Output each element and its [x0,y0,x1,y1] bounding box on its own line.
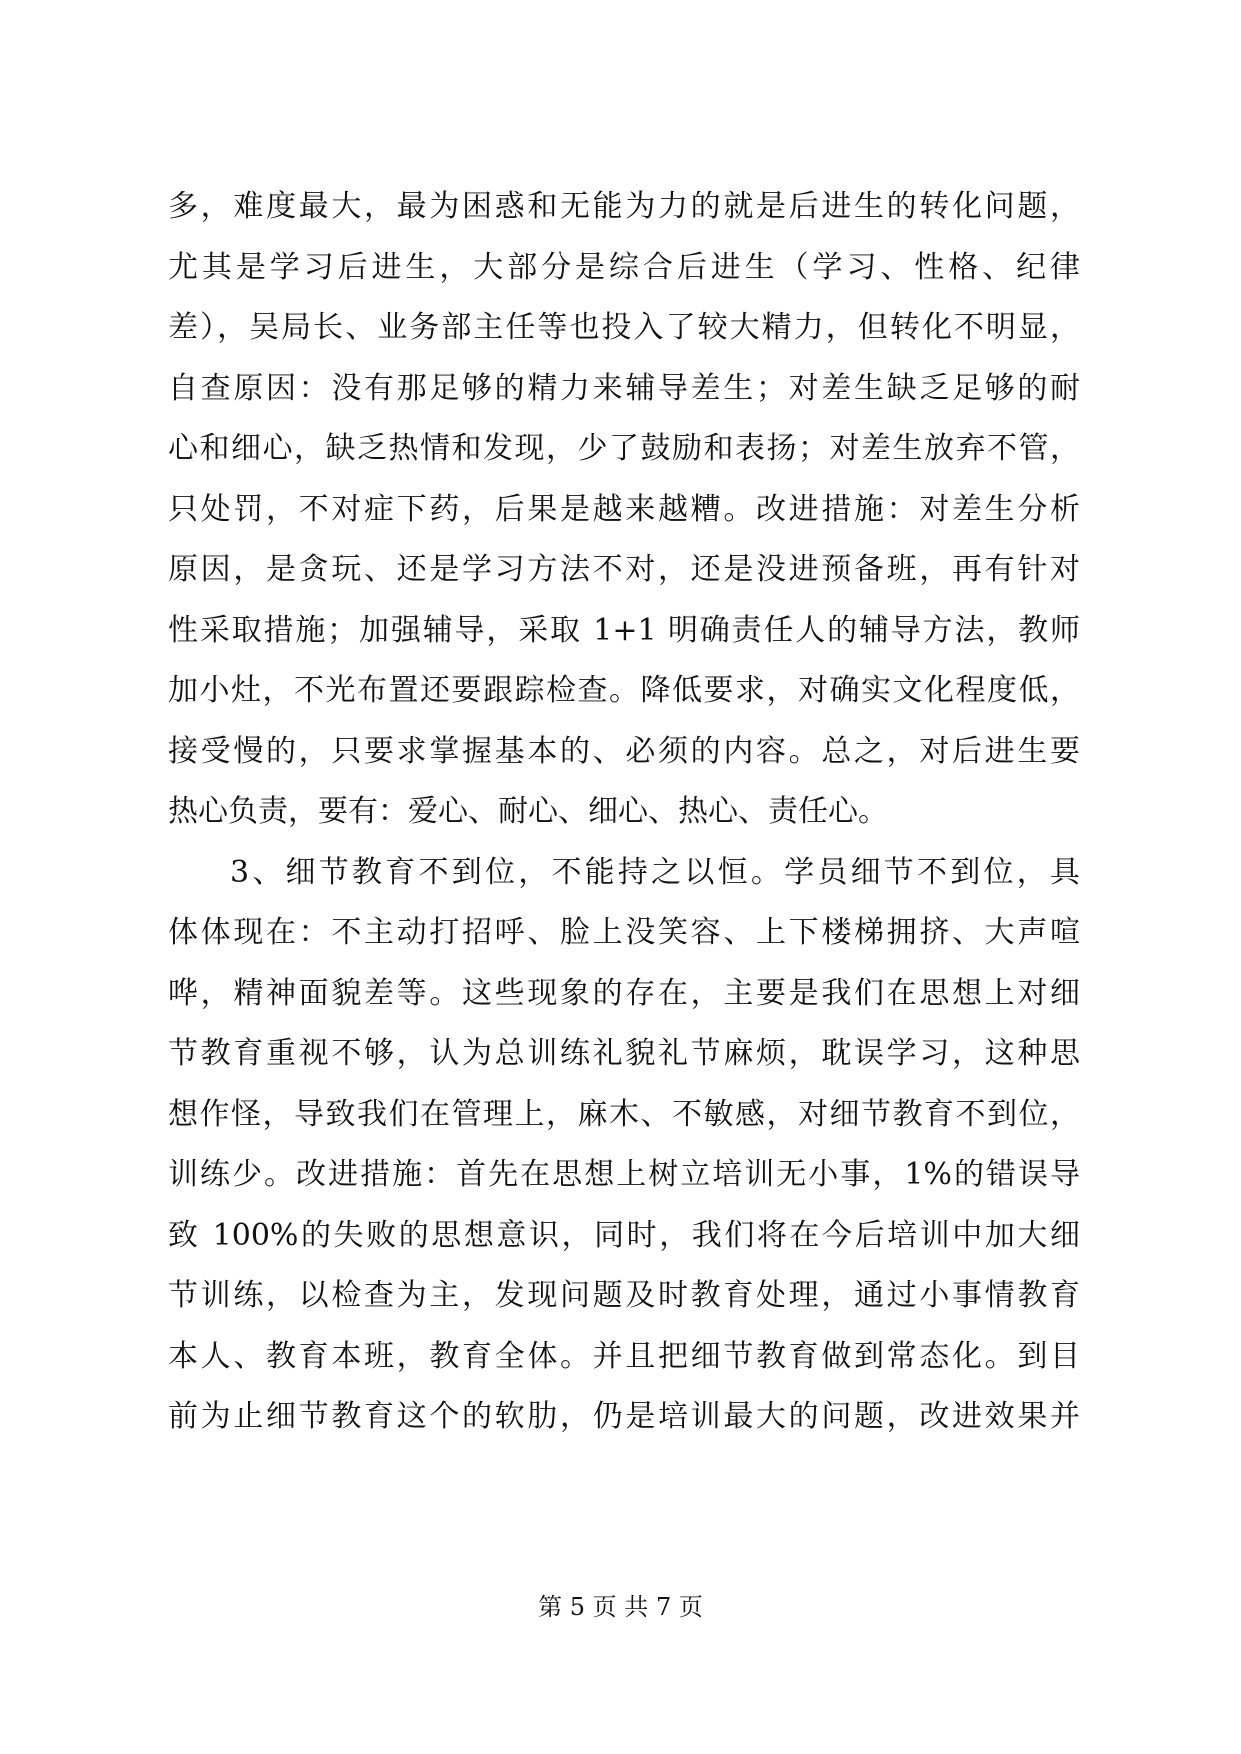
text-line: 加小灶，不光布置还要跟踪检查。降低要求，对确实文化程度低， [168,673,1080,708]
text-line: 致 100%的失败的思想意识，同时，我们将在今后培训中加大细 [168,1217,1080,1253]
text-line: 节训练，以检查为主，发现问题及时教育处理，通过小事情教育 [168,1278,1080,1313]
text-line: 只处罚，不对症下药，后果是越来越糟。改进措施：对差生分析 [168,491,1080,527]
text-line: 想作怪，导致我们在管理上，麻木、不敏感，对细节教育不到位， [168,1096,1080,1132]
text-line: 自查原因：没有那足够的精力来辅导差生；对差生缺乏足够的耐 [168,370,1080,406]
text-line: 前为止细节教育这个的软肋，仍是培训最大的问题，改进效果并 [168,1399,1080,1434]
paragraph-end-line: 热心负责，要有：爱心、耐心、细心、热心、责任心。 [168,794,888,829]
text-line: 原因，是贪玩、还是学习方法不对，还是没进预备班，再有针对 [168,552,1080,587]
page-number-footer: 第 5 页 共 7 页 [538,1593,703,1621]
text-line: 差），吴局长、业务部主任等也投入了较大精力，但转化不明显， [168,310,1080,345]
text-line: 体体现在：不主动打招呼、脸上没笑容、上下楼梯拥挤、大声喧 [168,915,1080,950]
text-line: 尤其是学习后进生，大部分是综合后进生（学习、性格、纪律 [168,249,1080,285]
body-text [168,177,1080,1448]
text-line: 本人、教育本班，教育全体。并且把细节教育做到常态化。到目 [168,1338,1080,1374]
text-line: 性采取措施；加强辅导，采取 1+1 明确责任人的辅导方法，教师 [168,612,1080,648]
text-line: 训练少。改进措施：首先在思想上树立培训无小事，1%的错误导 [168,1157,1080,1192]
text-line: 多，难度最大，最为困惑和无能为力的就是后进生的转化问题， [168,189,1080,224]
paragraph-start-line: 3、细节教育不到位，不能持之以恒。学员细节不到位，具 [230,854,1080,890]
text-line: 哗，精神面貌差等。这些现象的存在，主要是我们在思想上对细 [168,975,1080,1011]
text-line: 接受慢的，只要求掌握基本的、必须的内容。总之，对后进生要 [168,733,1080,769]
text-line: 节教育重视不够，认为总训练礼貌礼节麻烦，耽误学习，这种思 [168,1036,1080,1071]
text-line: 心和细心，缺乏热情和发现，少了鼓励和表扬；对差生放弃不管， [168,431,1080,466]
